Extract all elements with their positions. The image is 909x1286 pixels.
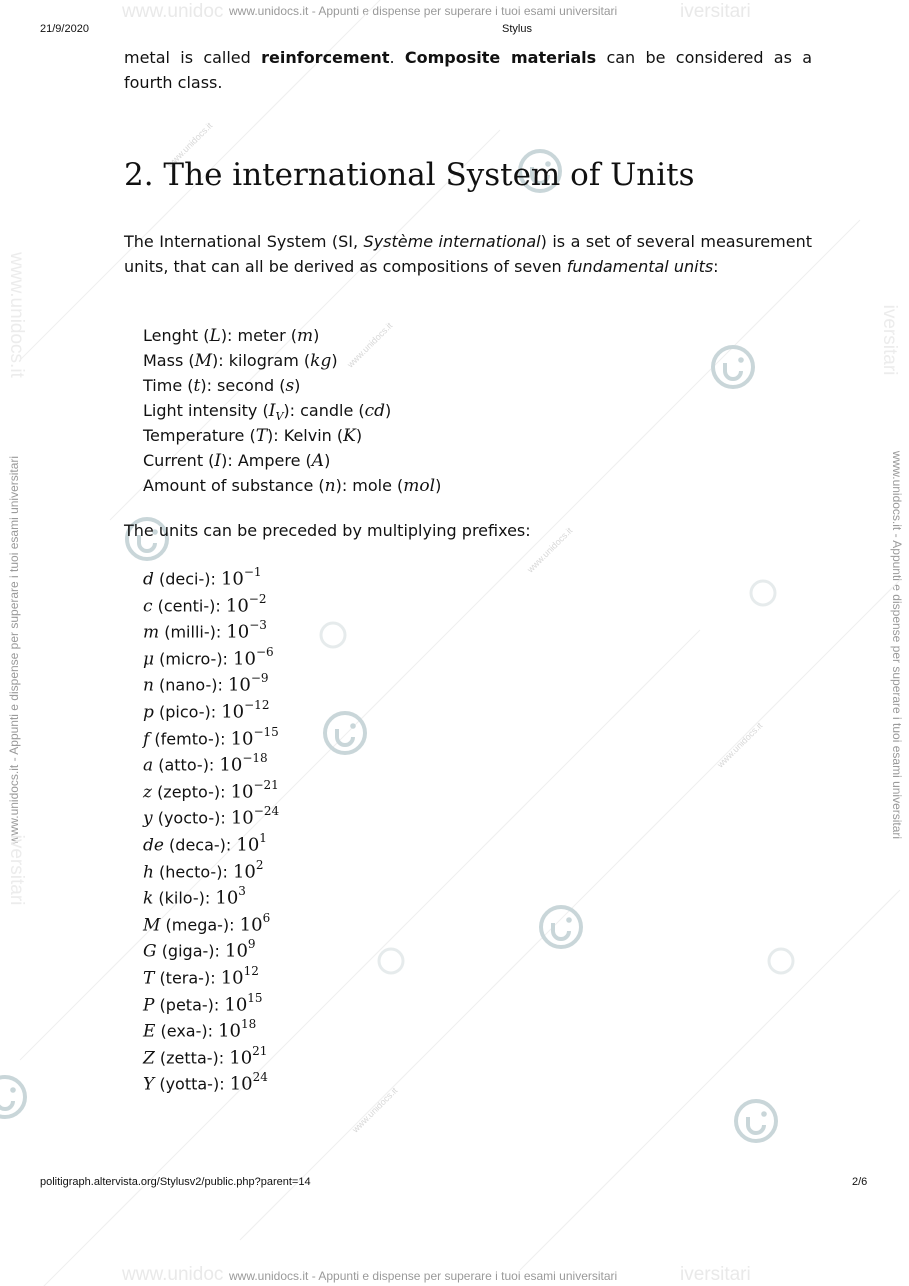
- intro-text-2: .: [389, 48, 405, 67]
- list-item: h (hecto-): $10^2$: [143, 857, 264, 882]
- list-item: Temperature (T): Kelvin (K): [143, 426, 363, 446]
- list-item: y (yocto-): $10^{-24}$: [143, 804, 280, 829]
- diagonal-watermark: www.unidocs.it: [165, 120, 215, 170]
- diagonal-watermark: www.unidocs.it: [525, 525, 575, 575]
- list-item: Light intensity $(I_V)$: candle (cd): [143, 401, 392, 424]
- section-heading: 2. The international System of Units: [124, 157, 695, 193]
- list-item: Z (zetta-): $10^{21}$: [143, 1043, 268, 1069]
- list-item: n (nano-): $10^{-9}$: [143, 671, 269, 696]
- footer-watermark: www.unidocs.it - Appunti e dispense per superare i tuoi esami universitari: [229, 1269, 618, 1283]
- left-side-watermark-ghost: www.unidocs.it: [6, 252, 27, 378]
- prefixes-list: [143, 560, 280, 1095]
- unidocs-logo-icon: [538, 904, 584, 950]
- si-text-3: :: [713, 257, 719, 276]
- unidocs-small-logo-icon: [766, 946, 796, 976]
- list-item: P (peta-): $10^{15}$: [143, 990, 263, 1015]
- si-italic: Système international: [363, 232, 541, 251]
- unidocs-logo-icon: [322, 710, 368, 756]
- right-side-watermark: www.unidocs.it - Appunti e dispense per superare i tuoi esami universitari: [890, 450, 904, 840]
- si-text-1: The International System (SI,: [124, 232, 364, 251]
- footer-watermark-ghost-right: iversitari: [680, 1264, 751, 1285]
- unidocs-small-logo-icon: [748, 578, 778, 608]
- right-side-watermark-ghost: iversitari: [879, 304, 900, 376]
- left-side-watermark-ghost-2: iversitari: [6, 834, 27, 906]
- unidocs-logo-icon: [0, 1074, 28, 1120]
- list-item: a (atto-): $10^{-18}$: [143, 751, 268, 776]
- si-paragraph: [124, 229, 812, 279]
- list-item: f (femto-): $10^{-15}$: [143, 724, 279, 749]
- diagonal-watermark: www.unidocs.it: [715, 720, 765, 770]
- intro-reinforcement: reinforcement: [261, 48, 390, 67]
- footer-url[interactable]: politigraph.altervista.org/Stylusv2/public.php?parent=14: [40, 1176, 311, 1188]
- diagonal-watermark: www.unidocs.it: [350, 1085, 400, 1135]
- header-watermark: www.unidocs.it - Appunti e dispense per superare i tuoi esami universitari: [229, 4, 618, 18]
- list-item: Time (t): second (s): [143, 376, 301, 396]
- header-date: 21/9/2020: [40, 23, 89, 35]
- list-item: μ (micro-): $10^{-6}$: [143, 644, 274, 670]
- list-item: Amount of substance (n): mole (mol): [143, 476, 442, 496]
- intro-paragraph: [124, 45, 812, 95]
- si-italic-2: fundamental units: [566, 257, 714, 276]
- list-item: p (pico-): $10^{-12}$: [143, 697, 270, 723]
- footer-page-number: 2/6: [852, 1176, 868, 1188]
- list-item: G (giga-): $10^9$: [143, 937, 256, 962]
- fundamental-units-list: [143, 323, 441, 498]
- left-side-watermark: www.unidocs.it - Appunti e dispense per superare i tuoi esami universitari: [7, 455, 21, 845]
- intro-text-3: can be considered as a fourth class.: [124, 48, 813, 92]
- list-item: d (deci-): $10^{-1}$: [143, 565, 262, 590]
- list-item: M (mega-): $10^6$: [143, 910, 271, 936]
- footer-watermark-ghost-left: www.unidoc: [122, 1264, 224, 1285]
- intro-text-1: metal is called: [124, 48, 262, 67]
- unidocs-logo-icon: [710, 344, 756, 390]
- unidocs-small-logo-icon: [376, 946, 406, 976]
- list-item: Y (yotta-): $10^{24}$: [143, 1070, 268, 1095]
- intro-composite: Composite materials: [404, 48, 597, 67]
- prefixes-intro: The units can be preceded by multiplying prefixes:: [124, 521, 531, 540]
- unidocs-logo-icon: [733, 1098, 779, 1144]
- list-item: Lenght (L): meter (m): [143, 326, 320, 346]
- list-item: c (centi-): $10^{-2}$: [143, 591, 267, 616]
- list-item: de (deca-): $10^1$: [143, 830, 267, 856]
- header-title: Stylus: [502, 23, 532, 35]
- si-text-2: ) is a set of several measurement units, that can all be derived as compositions of seven: [124, 232, 812, 276]
- list-item: k (kilo-): $10^3$: [143, 884, 246, 909]
- list-item: E (exa-): $10^{18}$: [143, 1017, 257, 1042]
- header-watermark-ghost-right: iversitari: [680, 1, 751, 22]
- unidocs-small-logo-icon: [318, 620, 348, 650]
- list-item: m (milli-): $10^{-3}$: [143, 618, 267, 643]
- list-item: T (tera-): $10^{12}$: [143, 963, 259, 989]
- header-watermark-ghost-left: www.unidoc: [122, 1, 224, 22]
- diagonal-watermark: www.unidocs.it: [345, 320, 395, 370]
- list-item: z (zepto-): $10^{-21}$: [143, 777, 279, 803]
- list-item: Current (I): Ampere (A): [143, 451, 331, 471]
- list-item: Mass (M): kilogram (kg): [143, 351, 338, 371]
